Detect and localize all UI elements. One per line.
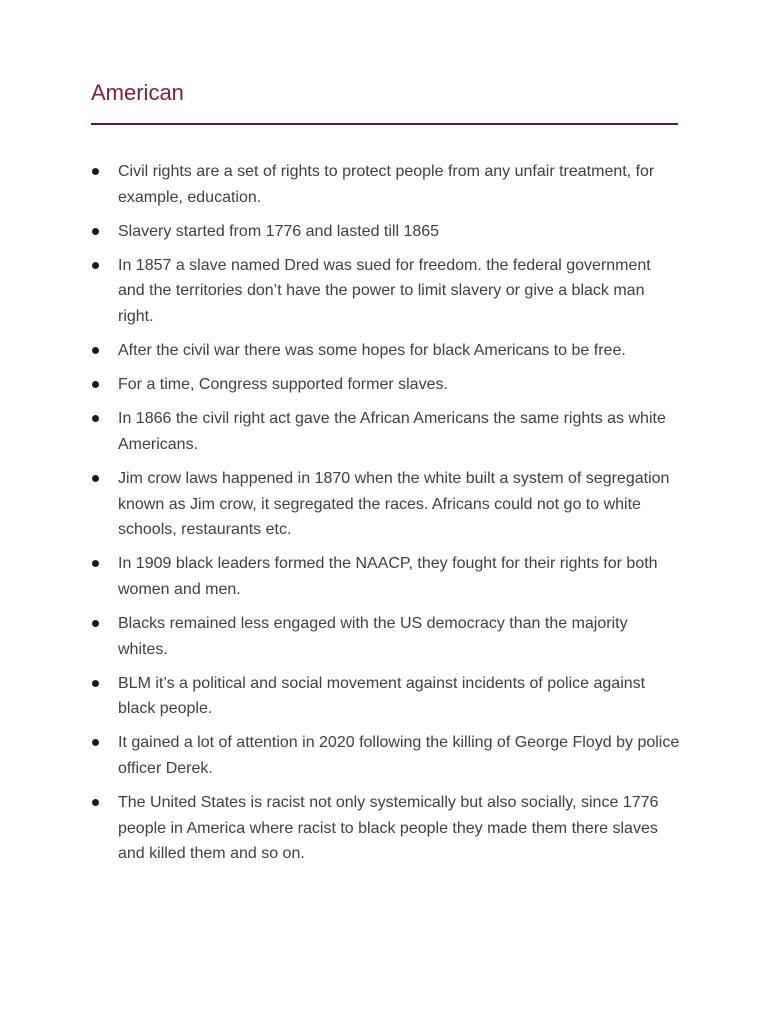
bullet-dot-icon xyxy=(92,475,99,482)
bullet-dot-icon xyxy=(92,262,99,269)
bullet-dot-icon xyxy=(92,347,99,354)
bullet-item xyxy=(91,730,681,781)
bullet-item xyxy=(91,159,681,210)
bullet-dot-icon xyxy=(92,620,99,627)
bullet-text: Blacks remained less engaged with the US democracy than the majority whites. xyxy=(118,614,628,658)
bullet-text: It gained a lot of attention in 2020 following the killing of George Floyd by police officer Derek. xyxy=(118,734,680,777)
bullet-item xyxy=(91,406,681,457)
bullet-text: Jim crow laws happened in 1870 when the white built a system of segregation known as Jim crow, it segregated the races. Africans could not go to white schools, restaurants etc. xyxy=(118,469,670,539)
bullet-dot-icon xyxy=(92,168,99,175)
bullet-text: In 1909 black leaders formed the NAACP, they fought for their rights for both women and men. xyxy=(118,555,658,598)
bullet-dot-icon xyxy=(92,228,99,235)
bullet-text: In 1866 the civil right act gave the African Americans the same rights as white Americans. xyxy=(118,410,666,453)
bullet-dot-icon xyxy=(92,680,99,687)
bullet-text: For a time, Congress supported former slaves. xyxy=(118,376,448,394)
bullet-dot-icon xyxy=(92,415,99,422)
bullet-item xyxy=(91,790,681,867)
bullet-item xyxy=(91,372,681,398)
bullet-list xyxy=(91,159,681,875)
bullet-dot-icon xyxy=(92,560,99,567)
bullet-item xyxy=(91,466,681,543)
bullet-item xyxy=(91,611,681,662)
bullet-item xyxy=(91,253,681,330)
bullet-text: Civil rights are a set of rights to protect people from any unfair treatment, for example, education. xyxy=(118,163,655,206)
bullet-text: After the civil war there was some hopes for black Americans to be free. xyxy=(118,342,626,360)
bullet-item xyxy=(91,219,681,245)
bullet-item xyxy=(91,338,681,364)
bullet-item xyxy=(91,671,681,722)
bullet-item xyxy=(91,551,681,602)
bullet-text: Slavery started from 1776 and lasted till 1865 xyxy=(118,222,440,240)
bullet-dot-icon xyxy=(92,381,99,388)
bullet-dot-icon xyxy=(92,799,99,806)
document-title: American xyxy=(91,80,184,105)
bullet-dot-icon xyxy=(92,739,99,746)
bullet-text: In 1857 a slave named Dred was sued for freedom. the federal government and the territories don’t have the power to limit slavery or give a black man right. xyxy=(118,256,651,325)
bullet-text: The United States is racist not only systemically but also socially, since 1776 people in America where racist to black people they made them there slaves and killed them and so on. xyxy=(118,793,659,863)
title-divider xyxy=(91,123,678,125)
bullet-text: BLM it’s a political and social movement against incidents of police against black people. xyxy=(118,674,646,718)
